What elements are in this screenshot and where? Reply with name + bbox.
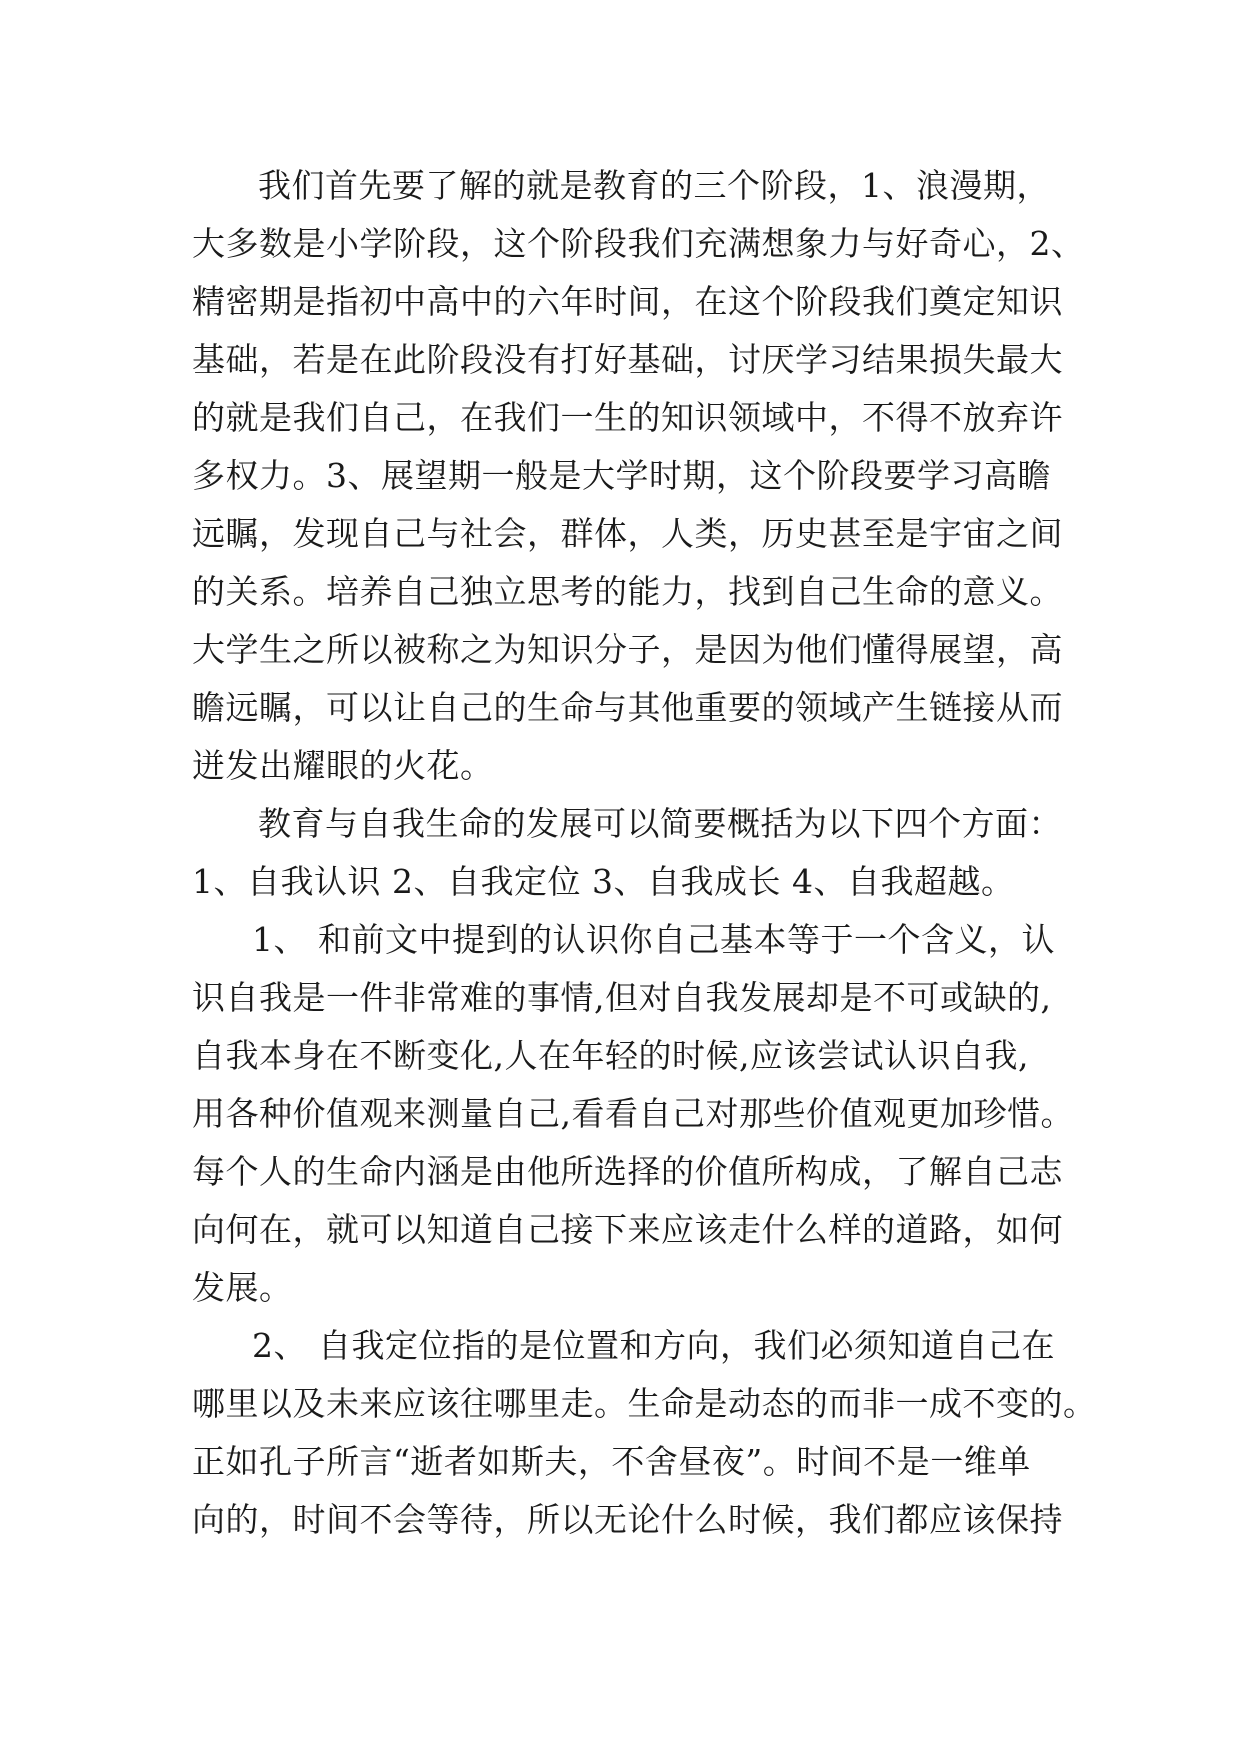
text-line: 瞻远瞩，可以让自己的生命与其他重要的领域产生链接从而 bbox=[192, 688, 1063, 727]
text-line: 向何在，就可以知道自己接下来应该走什么样的道路，如何 bbox=[192, 1210, 1063, 1249]
text-line: 大学生之所以被称之为知识分子，是因为他们懂得展望，高 bbox=[192, 630, 1063, 669]
text-line: 2、 自我定位指的是位置和方向，我们必须知道自己在 bbox=[252, 1326, 1055, 1365]
body-text bbox=[192, 162, 1097, 1554]
text-line: 1、自我认识 2、自我定位 3、自我成长 4、自我超越。 bbox=[192, 862, 1015, 901]
text-line: 1、 和前文中提到的认识你自己基本等于一个含义，认 bbox=[252, 920, 1055, 959]
text-line: 的就是我们自己，在我们一生的知识领域中，不得不放弃许 bbox=[192, 398, 1063, 437]
text-line: 我们首先要了解的就是教育的三个阶段，1、浪漫期， bbox=[258, 166, 1050, 205]
text-line: 用各种价值观来测量自己,看看自己对那些价值观更加珍惜。 bbox=[192, 1094, 1074, 1133]
text-line: 正如孔子所言“逝者如斯夫，不舍昼夜”。时间不是一维单 bbox=[192, 1442, 1031, 1481]
text-line: 每个人的生命内涵是由他所选择的价值所构成，了解自己志 bbox=[192, 1152, 1063, 1191]
text-line: 自我本身在不断变化,人在年轻的时候,应该尝试认识自我, bbox=[192, 1036, 1029, 1075]
text-line: 的关系。培养自己独立思考的能力，找到自己生命的意义。 bbox=[192, 572, 1063, 611]
text-line: 教育与自我生命的发展可以简要概括为以下四个方面： bbox=[258, 804, 1062, 843]
text-line: 向的，时间不会等待，所以无论什么时候，我们都应该保持 bbox=[192, 1500, 1063, 1539]
text-line: 发展。 bbox=[192, 1268, 293, 1307]
text-line: 迸发出耀眼的火花。 bbox=[192, 746, 494, 785]
text-line: 精密期是指初中高中的六年时间，在这个阶段我们奠定知识 bbox=[192, 282, 1063, 321]
text-line: 远瞩，发现自己与社会，群体，人类，历史甚至是宇宙之间 bbox=[192, 514, 1063, 553]
text-line: 哪里以及未来应该往哪里走。生命是动态的而非一成不变的。 bbox=[192, 1384, 1097, 1423]
text-line: 多权力。3、展望期一般是大学时期，这个阶段要学习高瞻 bbox=[192, 456, 1051, 495]
text-line: 大多数是小学阶段，这个阶段我们充满想象力与好奇心，2、 bbox=[192, 224, 1085, 263]
text-line: 基础，若是在此阶段没有打好基础，讨厌学习结果损失最大 bbox=[192, 340, 1063, 379]
text-line: 识自我是一件非常难的事情,但对自我发展却是不可或缺的, bbox=[192, 978, 1052, 1017]
